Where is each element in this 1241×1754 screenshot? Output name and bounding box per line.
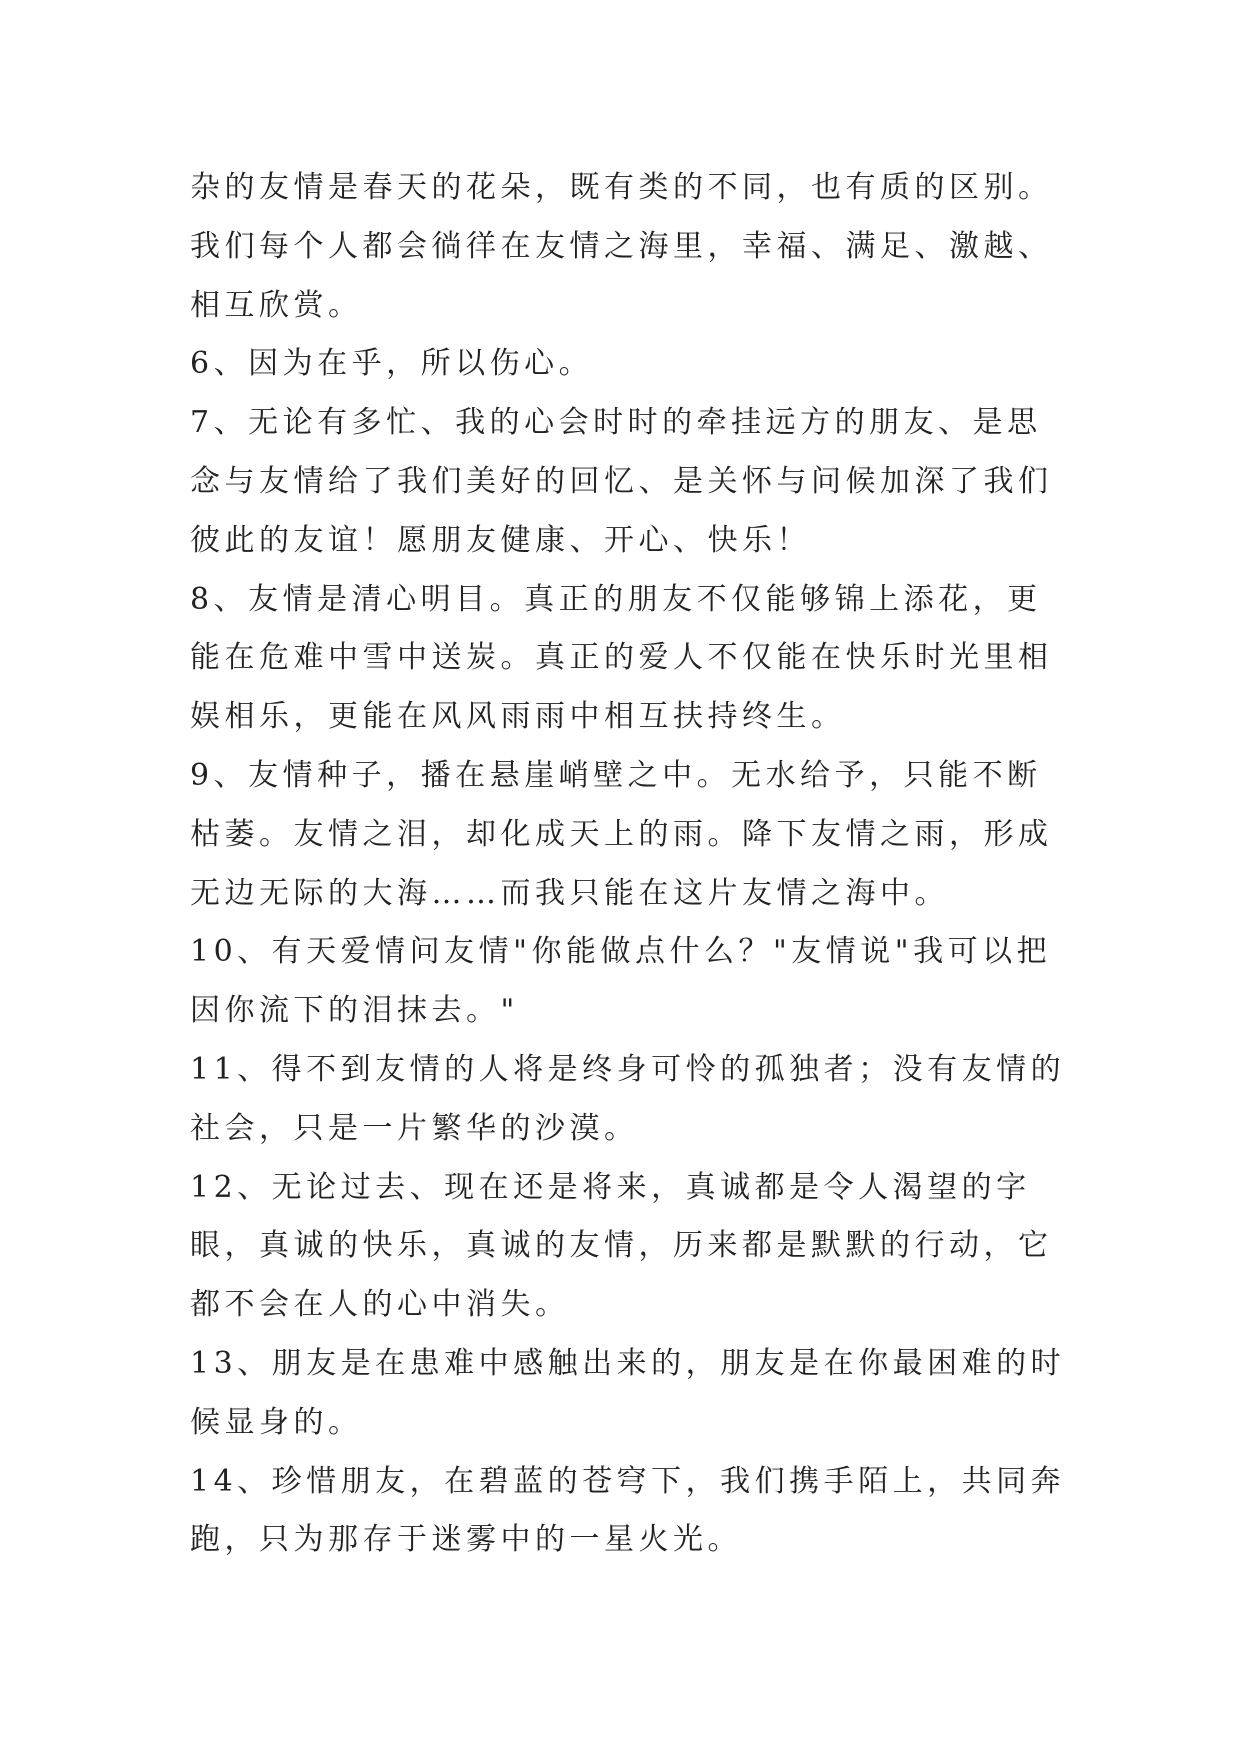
paragraph-item-7: 7、无论有多忙、我的心会时时的牵挂远方的朋友、是思念与友情给了我们美好的回忆、是关怀与问候加深了我们彼此的友谊！愿朋友健康、开心、快乐！ [190, 405, 1053, 558]
paragraph-item-12: 12、无论过去、现在还是将来，真诚都是令人渴望的字眼，真诚的快乐，真诚的友情，历来都是默默的行动，它都不会在人的心中消失。 [190, 1169, 1053, 1323]
paragraph-item-13: 13、朋友是在患难中感触出来的，朋友是在你最困难的时候显身的。 [190, 1345, 1066, 1440]
paragraph-item-9: 9、友情种子，播在悬崖峭壁之中。无水给予，只能不断枯萎。友情之泪，却化成天上的雨。降下友情之雨，形成无边无际的大海……而我只能在这片友情之海中。 [190, 757, 1053, 911]
paragraph-item-11: 11、得不到友情的人将是终身可怜的孤独者；没有友情的社会，只是一片繁华的沙漠。 [190, 1051, 1066, 1146]
paragraph-item-10: 10、有天爱情问友情"你能做点什么？"友情说"我可以把因你流下的泪抹去。" [190, 934, 1052, 1029]
paragraph-item-14: 14、珍惜朋友，在碧蓝的苍穹下，我们携手陌上，共同奔跑，只为那存于迷雾中的一星火光。 [190, 1463, 1066, 1558]
paragraph-item-8: 8、友情是清心明目。真正的朋友不仅能够锦上添花，更能在危难中雪中送炭。真正的爱人不仅能在快乐时光里相娱相乐，更能在风风雨雨中相互扶持终生。 [190, 581, 1053, 735]
paragraph-continued: 杂的友情是春天的花朵，既有类的不同，也有质的区别。我们每个人都会徜徉在友情之海里，幸福、满足、激越、相互欣赏。 [190, 170, 1053, 323]
paragraph-item-6: 6、因为在乎，所以伤心。 [190, 346, 594, 382]
document-body [190, 159, 1070, 1570]
